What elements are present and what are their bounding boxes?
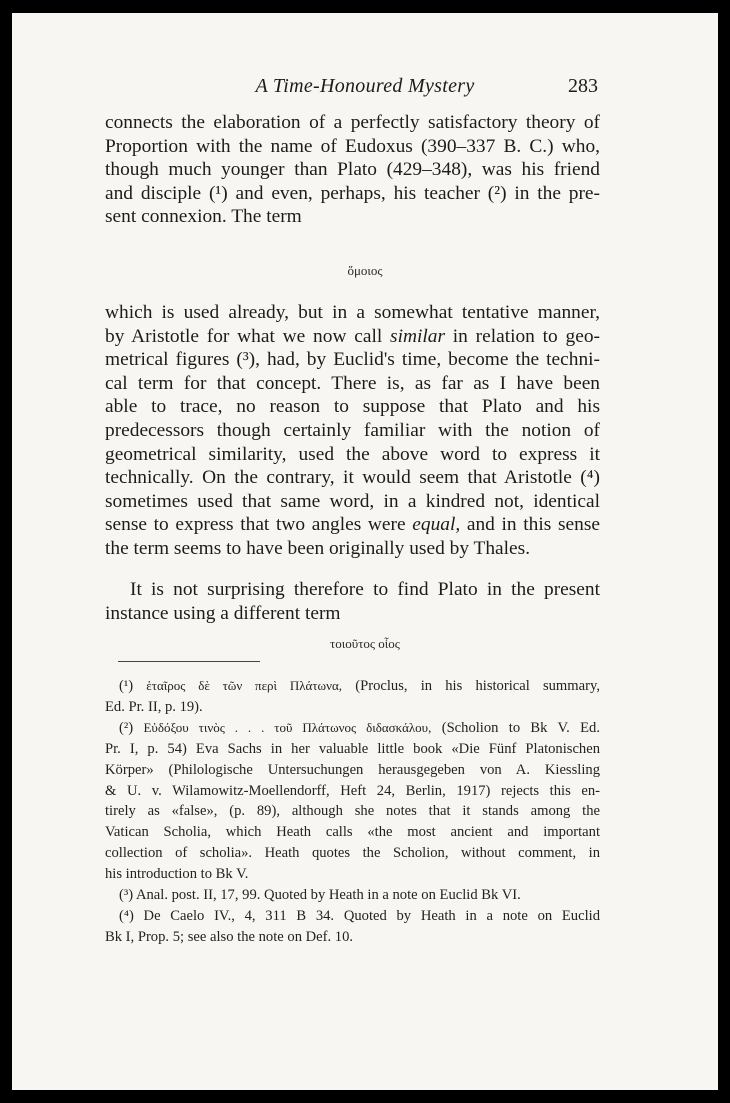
text-line: which is used already, but in a somewhat tentative manner, [105, 302, 600, 323]
footnote-text: Körper» (Philologische Untersuchungen herausgegeben von A. Kiessling [105, 761, 600, 778]
footnote-text: Vatican Scholia, which Heath calls «the most ancient and important [105, 824, 600, 841]
running-head [12, 75, 718, 101]
footnote-text: Ed. Pr. II, p. 19). [105, 698, 203, 715]
footnote-text: Bk I, Prop. 5; see also the note on Def. 10. [105, 928, 354, 945]
paragraph-1 [105, 111, 600, 229]
greek-quote: Εὐδόξου τινὸς . . . τοῦ Πλάτωνος διδασκάλου, [143, 719, 432, 735]
text-line [105, 513, 600, 537]
text-line: Proportion with the name of Eudoxus (390–337 B. C.) who, [105, 135, 600, 157]
footnote-4 [105, 906, 600, 927]
footnote-text: Pr. I, p. 54) Eva Sachs in her valuable little book «Die Fünf Platonischen [105, 740, 600, 757]
text-line: cal term for that concept. There is, as far as I have been [105, 372, 600, 394]
footnote-2 [105, 718, 600, 739]
italic-word-equal: equal, [412, 514, 461, 536]
footnote-text: & U. v. Wilamowitz-Moellendorff, Heft 24, Berlin, 1917) rejects this en- [105, 782, 600, 799]
footnote-text: collection of scholia». Heath quotes the Scholion, without comment, in [105, 845, 600, 862]
footnote-rule [118, 661, 260, 662]
text-fragment: in relation to geo- [444, 325, 600, 347]
book-page [12, 13, 718, 1090]
footnote-3 [105, 885, 600, 906]
footnote-text: tirely as «false», (p. 89), although she notes that it stands among the [105, 803, 600, 820]
greek-term-homoios: ὅμοιος [347, 263, 383, 278]
text-line: sometimes used that same word, in a kindred not, identical [105, 490, 600, 512]
text-fragment: by Aristotle for what we now call [105, 325, 383, 347]
page-number: 283 [568, 75, 598, 97]
text-line: connects the elaboration of a perfectly satisfactory theory of [105, 112, 600, 133]
footnote-1 [105, 676, 600, 697]
footnote-text: (Proclus, in his historical summary, [355, 678, 600, 694]
paragraph-3 [105, 578, 600, 625]
text-line: sent connexion. The term [105, 206, 302, 228]
footnote-text: his introduction to Bk V. [105, 866, 249, 883]
footnote-text: De Caelo IV., 4, 311 B 34. Quoted by Heath in a note on Euclid [143, 907, 600, 924]
text-line: though much younger than Plato (429–348), was his friend [105, 159, 600, 181]
text-line: technically. On the contrary, it would seem that Aristotle (⁴) [105, 467, 600, 489]
text-fragment: and in this sense [460, 514, 600, 536]
footnote-mark: (⁴) [119, 907, 134, 924]
text-line: metrical figures (³), had, by Euclid's time, become the techni- [105, 349, 600, 371]
text-line: the term seems to have been originally used by Thales. [105, 537, 531, 559]
text-line: It is not surprising therefore to find Plato in the present [130, 579, 600, 600]
greek-quote: ἑταῖρος δὲ τῶν περὶ Πλάτωνα, [146, 678, 343, 693]
footnote-mark: (²) [119, 719, 134, 736]
text-line: instance using a different term [105, 602, 341, 624]
text-line: geometrical similarity, used the above word to express it [105, 443, 600, 465]
text-line: able to trace, no reason to suppose that Plato and his [105, 396, 600, 418]
footnote-mark: (³) [119, 887, 134, 904]
footnote-text: (Scholion to Bk V. Ed. [441, 719, 600, 736]
text-fragment: sense to express that two angles were [105, 514, 406, 536]
footnotes [105, 676, 600, 948]
running-head-title: A Time-Honoured Mystery [255, 75, 475, 97]
paragraph-2 [105, 301, 600, 561]
italic-word-similar: similar [390, 325, 445, 347]
footnote-mark: (¹) [119, 678, 134, 694]
footnote-text: Anal. post. II, 17, 99. Quoted by Heath in a note on Euclid Bk VI. [135, 887, 521, 904]
text-line [105, 325, 600, 349]
text-line: and disciple (¹) and even, perhaps, his teacher (²) in the pre- [105, 182, 600, 204]
text-line: predecessors though certainly familiar with the notion of [105, 419, 600, 441]
greek-term-toioutos-hoios: τοιοῦτος οἷος [330, 636, 400, 651]
